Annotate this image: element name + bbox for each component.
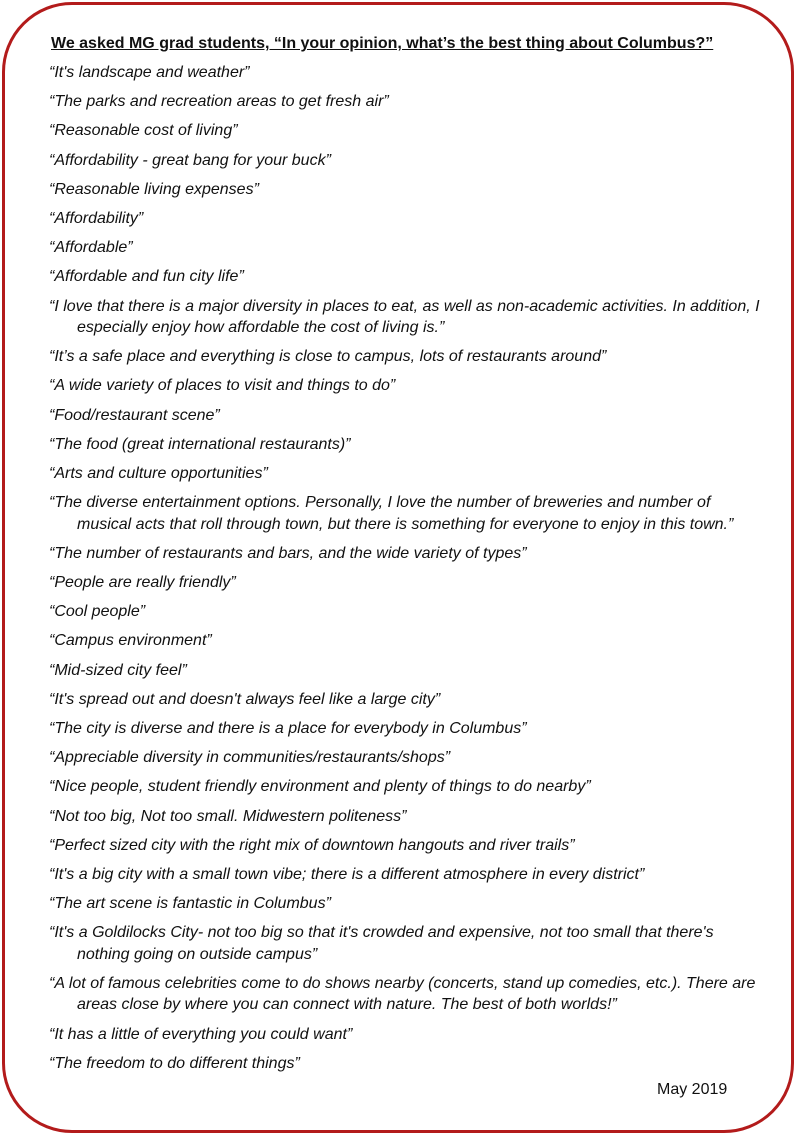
quote-item: “A lot of famous celebrities come to do shows nearby (concerts, stand up comedies, etc.). There are areas close by where you can connect with nature. The best of both worlds!” <box>49 974 756 1014</box>
quote-item: “It's landscape and weather” <box>49 64 250 81</box>
quote-item: “Reasonable cost of living” <box>49 122 238 140</box>
quote-item: “Affordable” <box>49 239 133 257</box>
quote-item: “It has a little of everything you could want” <box>49 1025 353 1043</box>
quote-item: “It's a Goldilocks City- not too big so that it's crowded and expensive, not too small that there's nothing going on outside campus” <box>49 924 714 963</box>
quote-item: “Not too big, Not too small. Midwestern politeness” <box>49 807 407 825</box>
quote-item: “Affordability - great bang for your buck” <box>49 151 331 169</box>
quote-item: “People are really friendly” <box>49 574 236 591</box>
quote-item: “The diverse entertainment options. Personally, I love the number of breweries and number of musical acts that roll through town, but there is something for everyone to enjoy in this town.” <box>49 494 734 533</box>
quote-item: “I love that there is a major diversity in places to eat, as well as non-academic activities. In addition, I especially enjoy how affordable the cost of living is.” <box>49 297 760 336</box>
quote-item: “The freedom to do different things” <box>49 1054 300 1072</box>
quote-list <box>49 62 761 1082</box>
quote-item: “Perfect sized city with the right mix of downtown hangouts and river trails” <box>49 836 575 854</box>
page-title: We asked MG grad students, “In your opinion, what’s the best thing about Columbus?” <box>51 35 714 52</box>
quote-item: “Campus environment” <box>49 632 212 650</box>
quote-item: “The food (great international restaurants)” <box>49 435 351 453</box>
quote-item: “The parks and recreation areas to get fresh air” <box>49 93 389 111</box>
quote-item: “The city is diverse and there is a place for everybody in Columbus” <box>49 719 527 737</box>
date-label: May 2019 <box>657 1081 728 1098</box>
quote-item: “Affordable and fun city life” <box>49 268 244 286</box>
quote-item: “The number of restaurants and bars, and the wide variety of types” <box>49 544 527 562</box>
quote-item: “It’s a safe place and everything is close to campus, lots of restaurants around” <box>49 348 607 366</box>
quote-item: “Cool people” <box>49 603 146 621</box>
quote-item: “Reasonable living expenses” <box>49 180 259 198</box>
quote-item: “A wide variety of places to visit and things to do” <box>49 377 396 395</box>
quote-item: “Arts and culture opportunities” <box>49 464 268 482</box>
quote-item: “Nice people, student friendly environment and plenty of things to do nearby” <box>49 778 591 796</box>
quote-item: “It's spread out and doesn't always feel like a large city” <box>49 690 441 708</box>
quote-item: “Food/restaurant scene” <box>49 406 220 424</box>
quote-item: “Affordability” <box>49 209 144 227</box>
quote-item: “Mid-sized city feel” <box>49 661 187 679</box>
quote-item: “It's a big city with a small town vibe; there is a different atmosphere in every district” <box>49 865 645 883</box>
quote-item: “Appreciable diversity in communities/restaurants/shops” <box>49 749 451 767</box>
quote-item: “The art scene is fantastic in Columbus” <box>49 895 331 913</box>
